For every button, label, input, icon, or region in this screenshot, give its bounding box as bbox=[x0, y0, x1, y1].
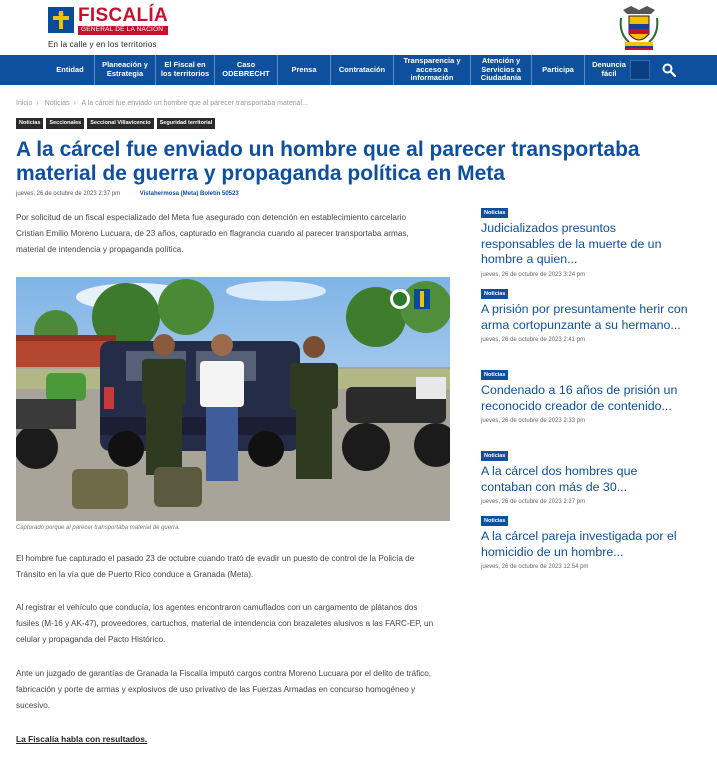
article-place: Vistahermosa (Meta) Boletín 50523 bbox=[139, 191, 239, 197]
breadcrumb-section[interactable]: Noticias bbox=[44, 100, 70, 107]
nav-item-planeacion[interactable]: Planeación y Estrategia bbox=[102, 60, 148, 78]
nav-item-fiscal-territorios[interactable]: El Fiscal en los territorios bbox=[160, 60, 210, 78]
article-tag[interactable]: Seguridad territorial bbox=[157, 118, 216, 129]
search-icon[interactable] bbox=[662, 63, 676, 77]
related-news-item[interactable] bbox=[481, 509, 691, 570]
article-tag[interactable]: Noticias bbox=[16, 118, 43, 129]
article-date: jueves, 26 de octubre de 2023 2:37 pm bbox=[16, 191, 121, 197]
related-news-item[interactable] bbox=[481, 201, 691, 278]
nav-item-prensa[interactable]: Prensa bbox=[291, 64, 317, 74]
nav-item-participa[interactable]: Participa bbox=[542, 64, 574, 74]
article-paragraph: El hombre fue capturado el pasado 23 de octubre cuando trató de evadir un puesto de control de la Policía de Tránsito en la vía que de Puerto Rico conduce a Granada (Meta). bbox=[16, 554, 415, 579]
related-news-date: jueves, 26 de octubre de 2023 2:27 pm bbox=[481, 499, 586, 505]
related-news-title[interactable]: A prisión por presuntamente herir con arma cortopunzante a su hermano... bbox=[481, 302, 688, 332]
related-news-date: jueves, 26 de octubre de 2023 2:41 pm bbox=[481, 337, 586, 343]
search-box[interactable] bbox=[630, 60, 650, 80]
main-nav bbox=[0, 55, 717, 85]
related-news-tag[interactable]: Noticias bbox=[481, 516, 508, 526]
fiscalia-logo[interactable] bbox=[48, 6, 168, 35]
related-news-date: jueves, 26 de octubre de 2023 3:24 pm bbox=[481, 271, 586, 278]
nav-item-transparencia[interactable]: Transparencia y acceso a información bbox=[403, 56, 461, 83]
brand-subtitle: GENERAL DE LA NACIÓN bbox=[78, 26, 168, 35]
colombia-crest-icon bbox=[617, 4, 661, 52]
article-paragraph: Ante un juzgado de garantías de Granada la Fiscalía imputó cargos contra Moreno Lucuara por el delito de tráfico, fabricación y porte de armas y explosivos de uso privativo de las Fuerzas Armadas en concurso homogéneo y sucesivo. bbox=[16, 669, 432, 710]
related-news-item[interactable] bbox=[481, 363, 691, 424]
related-news-tag[interactable]: Noticias bbox=[481, 370, 508, 380]
nav-item-contratacion[interactable]: Contratación bbox=[338, 64, 386, 74]
article-title: A la cárcel fue enviado un hombre que al parecer transportaba material de guerra y propaganda política en Meta bbox=[16, 138, 640, 185]
article-tag[interactable]: Seccionales bbox=[46, 118, 84, 129]
related-news-tag[interactable]: Noticias bbox=[481, 208, 508, 218]
photo-caption: Capturado porque al parecer transportaba material de guerra. bbox=[16, 525, 181, 531]
article-tag[interactable]: Seccional Villavicencio bbox=[87, 118, 153, 129]
breadcrumb: Inicio › Noticias › A la cárcel fue enviado un hombre que al parecer transportaba material... bbox=[16, 100, 308, 107]
breadcrumb-current: A la cárcel fue enviado un hombre que al parecer transportaba material... bbox=[81, 100, 308, 107]
article-closing: La Fiscalía habla con resultados. bbox=[16, 734, 148, 744]
related-news-title[interactable]: Condenado a 16 años de prisión un reconocido creador de contenido... bbox=[481, 383, 678, 413]
related-news-date: jueves, 26 de octubre de 2023 12:54 pm bbox=[481, 564, 589, 570]
related-news-tag[interactable]: Noticias bbox=[481, 289, 508, 299]
nav-item-entidad[interactable]: Entidad bbox=[56, 64, 84, 74]
article-meta bbox=[16, 191, 239, 197]
related-news-title[interactable]: Judicializados presuntos responsables de la muerte de un hombre a quien... bbox=[481, 221, 662, 266]
nav-item-caso-odebrecht[interactable]: Caso ODEBRECHT bbox=[222, 60, 270, 78]
brand-name: FISCALÍA bbox=[78, 5, 169, 26]
nav-item-denuncia[interactable]: Denuncia fácil bbox=[592, 60, 626, 78]
article-photo bbox=[16, 277, 450, 521]
related-news-item[interactable] bbox=[481, 282, 691, 343]
site-header bbox=[0, 0, 717, 55]
related-news-date: jueves, 26 de octubre de 2023 2:33 pm bbox=[481, 418, 586, 424]
related-news-title[interactable]: A la cárcel dos hombres que contaban con más de 30... bbox=[481, 464, 638, 494]
fiscalia-logo-icon bbox=[48, 7, 74, 33]
article-tags bbox=[16, 118, 215, 129]
article-paragraph: Por solicitud de un fiscal especializado del Meta fue asegurado con detención en establecimiento carcelario Cristian Emilio Moreno Lucuara, de 23 años, capturado en flagrancia cuando al parecer transportaba armas, material de intendencia y propaganda política. bbox=[16, 213, 409, 254]
article-paragraph: Al registrar el vehículo que conducía, los agentes encontraron camuflados con un cargamento de plátanos dos fusiles (M-16 y AK-47), proveedores, cartuchos, material de intendencia con brazaletes alusivos a las FARC-EP, un celular y propaganda del Pacto Histórico. bbox=[16, 603, 434, 644]
brand-tagline: En la calle y en los territorios bbox=[48, 40, 157, 49]
nav-item-atencion[interactable]: Atención y Servicios a Ciudadanía bbox=[480, 56, 522, 83]
related-news-tag[interactable]: Noticias bbox=[481, 451, 508, 461]
breadcrumb-home[interactable]: Inicio bbox=[16, 100, 33, 107]
related-news-item[interactable] bbox=[481, 444, 691, 505]
related-news-title[interactable]: A la cárcel pareja investigada por el homicidio de un hombre... bbox=[481, 529, 677, 559]
